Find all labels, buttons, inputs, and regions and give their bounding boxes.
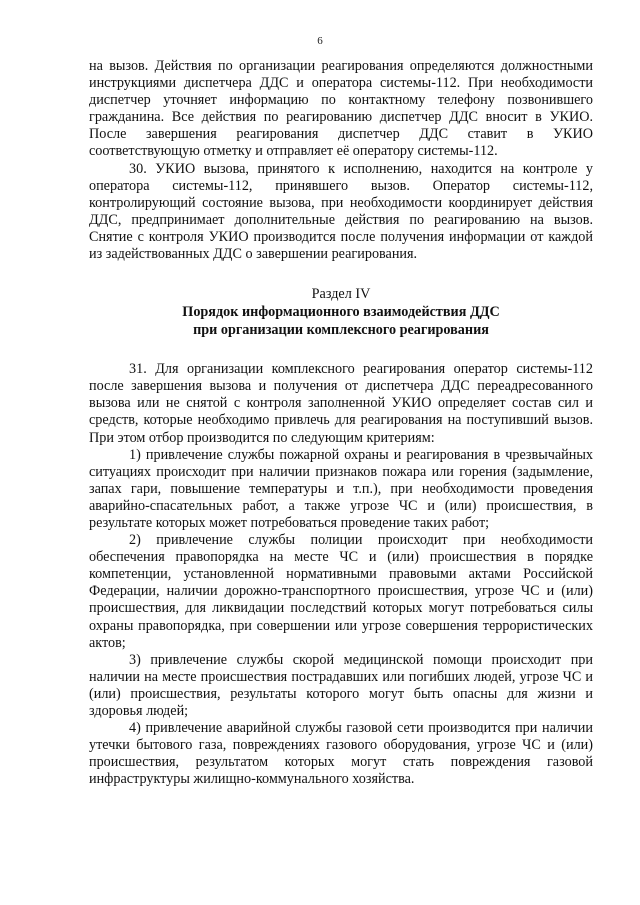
paragraph-continuation: на вызов. Действия по организации реагирования определяются должностными инструкциями диспетчера ДДС и оператора системы-112. При необходимости диспетчер уточняет информацию по контактному телефону позвонившего гражданина. Все действия по реагированию диспетчер ДДС вносит в УКИО. После завершения реагирования диспетчер ДДС ставит в УКИО соответствующую отметку и отправляет её оператору системы-112. bbox=[89, 58, 593, 160]
criterion-4: 4) привлечение аварийной службы газовой сети производится при наличии утечки бытового газа, повреждениях газового оборудования, угрозе ЧС и (или) происшествия, результатом которых могут стать повреждения газовой инфраструктуры жилищно-коммунального хозяйства. bbox=[89, 720, 593, 788]
section-title-line-2: при организации комплексного реагирования bbox=[193, 322, 489, 339]
paragraph-31: 31. Для организации комплексного реагирования оператор системы-112 после завершения вызова и получения от диспетчера ДДС переадресованного вызова или не снятой с контроля заполненной УКИО определяет состав сил и средств, которые необходимо привлечь для реагирования на поступивший вызов. При этом отбор производится по следующим критериям: bbox=[89, 361, 593, 446]
section-title-line-1: Порядок информационного взаимодействия ДДС bbox=[182, 304, 500, 321]
criterion-3: 3) привлечение службы скорой медицинской помощи происходит при наличии на месте происшествия пострадавших или погибших людей, угрозе ЧС и (или) происшествия, результаты которого могут быть опасны для жизни и здоровья людей; bbox=[89, 651, 593, 719]
criterion-1: 1) привлечение службы пожарной охраны и реагирования в чрезвычайных ситуациях происходит при наличии признаков пожара или горения (задымление, запах гари, повышение температуры и т.п.), при необходимости проведения аварийно-спасательных работ, а также угрозе ЧС и (или) происшествия, в результате которых может потребоваться проведение таких работ; bbox=[89, 446, 593, 531]
page-number: 6 bbox=[317, 35, 323, 47]
section-heading bbox=[89, 285, 593, 339]
document-body bbox=[89, 58, 593, 788]
paragraph-30: 30. УКИО вызова, принятого к исполнению, находится на контроле у оператора системы-112, принявшего вызов. Оператор системы-112, контролирующий состояние вызова, при необходимости координирует действия ДДС, предпринимает дополнительные действия по реагированию на вызов. Снятие с контроля УКИО производится после получения информации от каждой из задействованных ДДС о завершении реагирования. bbox=[89, 160, 593, 263]
section-label: Раздел IV bbox=[311, 286, 371, 303]
criterion-2: 2) привлечение службы полиции происходит при необходимости обеспечения правопорядка на месте ЧС и (или) происшествия в порядке компетенции, установленной нормативными правовыми актами Российской Федерации, наличии дорожно-транспортного происшествия, угрозе ЧС и (или) происшествия, для ликвидации последствий которых могут потребоваться силы охраны правопорядка, при совершении или угрозе совершения террористических актов; bbox=[89, 532, 593, 651]
